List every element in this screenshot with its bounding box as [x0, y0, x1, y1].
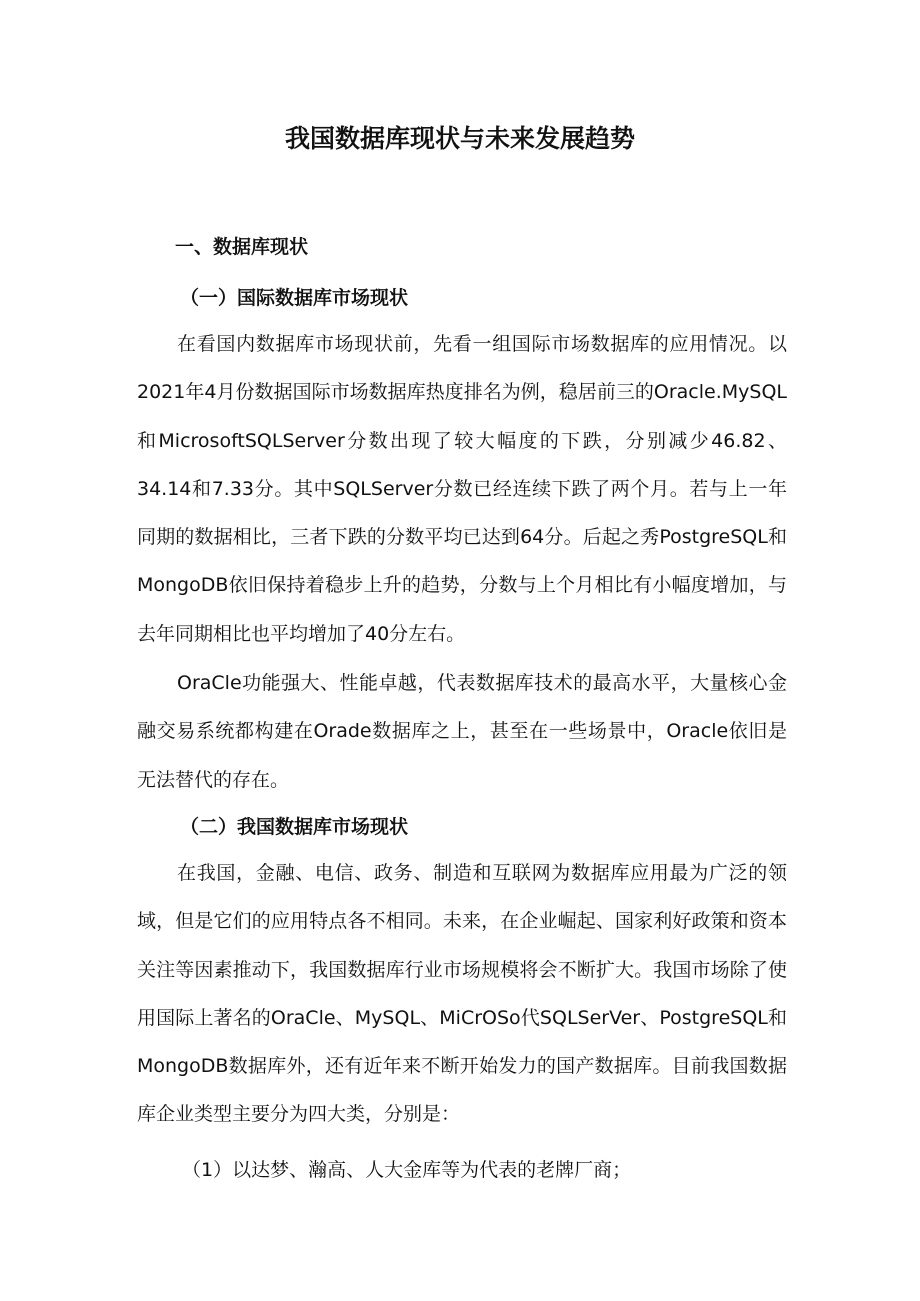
paragraph-oracle: OraCle功能强大、性能卓越，代表数据库技术的最高水平，大量核心金融交易系统都构建在Orade数据库之上，甚至在一些场景中，Oracle依旧是无法替代的存在。	[137, 672, 787, 791]
list-item-vendor-type-1: （1）以达梦、瀚高、人大金库等为代表的老牌厂商；	[182, 1159, 632, 1181]
section-heading-status: 一、数据库现状	[175, 236, 309, 258]
paragraph-international-ranking: 在看国内数据库市场现状前，先看一组国际市场数据库的应用情况。以2021年4月份数据国际市场数据库热度排名为例，稳居前三的Oracle.MySQL和MicrosoftSQLServer分数出现了较大幅度的下跌，分别减少46.82、34.14和7.33分。其中SQLServer分数已经连续下跌了两个月。若与上一年同期的数据相比，三者下跌的分数平均已达到64分。后起之秀PostgreSQL和MongoDB依旧保持着稳步上升的趋势，分数与上个月相比有小幅度增加，与去年同期相比也平均增加了40分左右。	[137, 333, 787, 645]
subsection-heading-international: （一）国际数据库市场现状	[180, 287, 409, 309]
document-title: 我国数据库现状与未来发展趋势	[284, 124, 635, 153]
paragraph-domestic-market: 在我国，金融、电信、政务、制造和互联网为数据库应用最为广泛的领域，但是它们的应用特点各不相同。未来，在企业崛起、国家利好政策和资本关注等因素推动下，我国数据库行业市场规模将会不断扩大。我国市场除了使用国际上著名的OraCle、MySQL、MiCrOSo代SQLSerVer、PostgreSQL和MongoDB数据库外，还有近年来不断开始发力的国产数据库。目前我国数据库企业类型主要分为四大类，分别是：	[137, 862, 787, 1126]
subsection-heading-domestic: （二）我国数据库市场现状	[180, 816, 409, 838]
